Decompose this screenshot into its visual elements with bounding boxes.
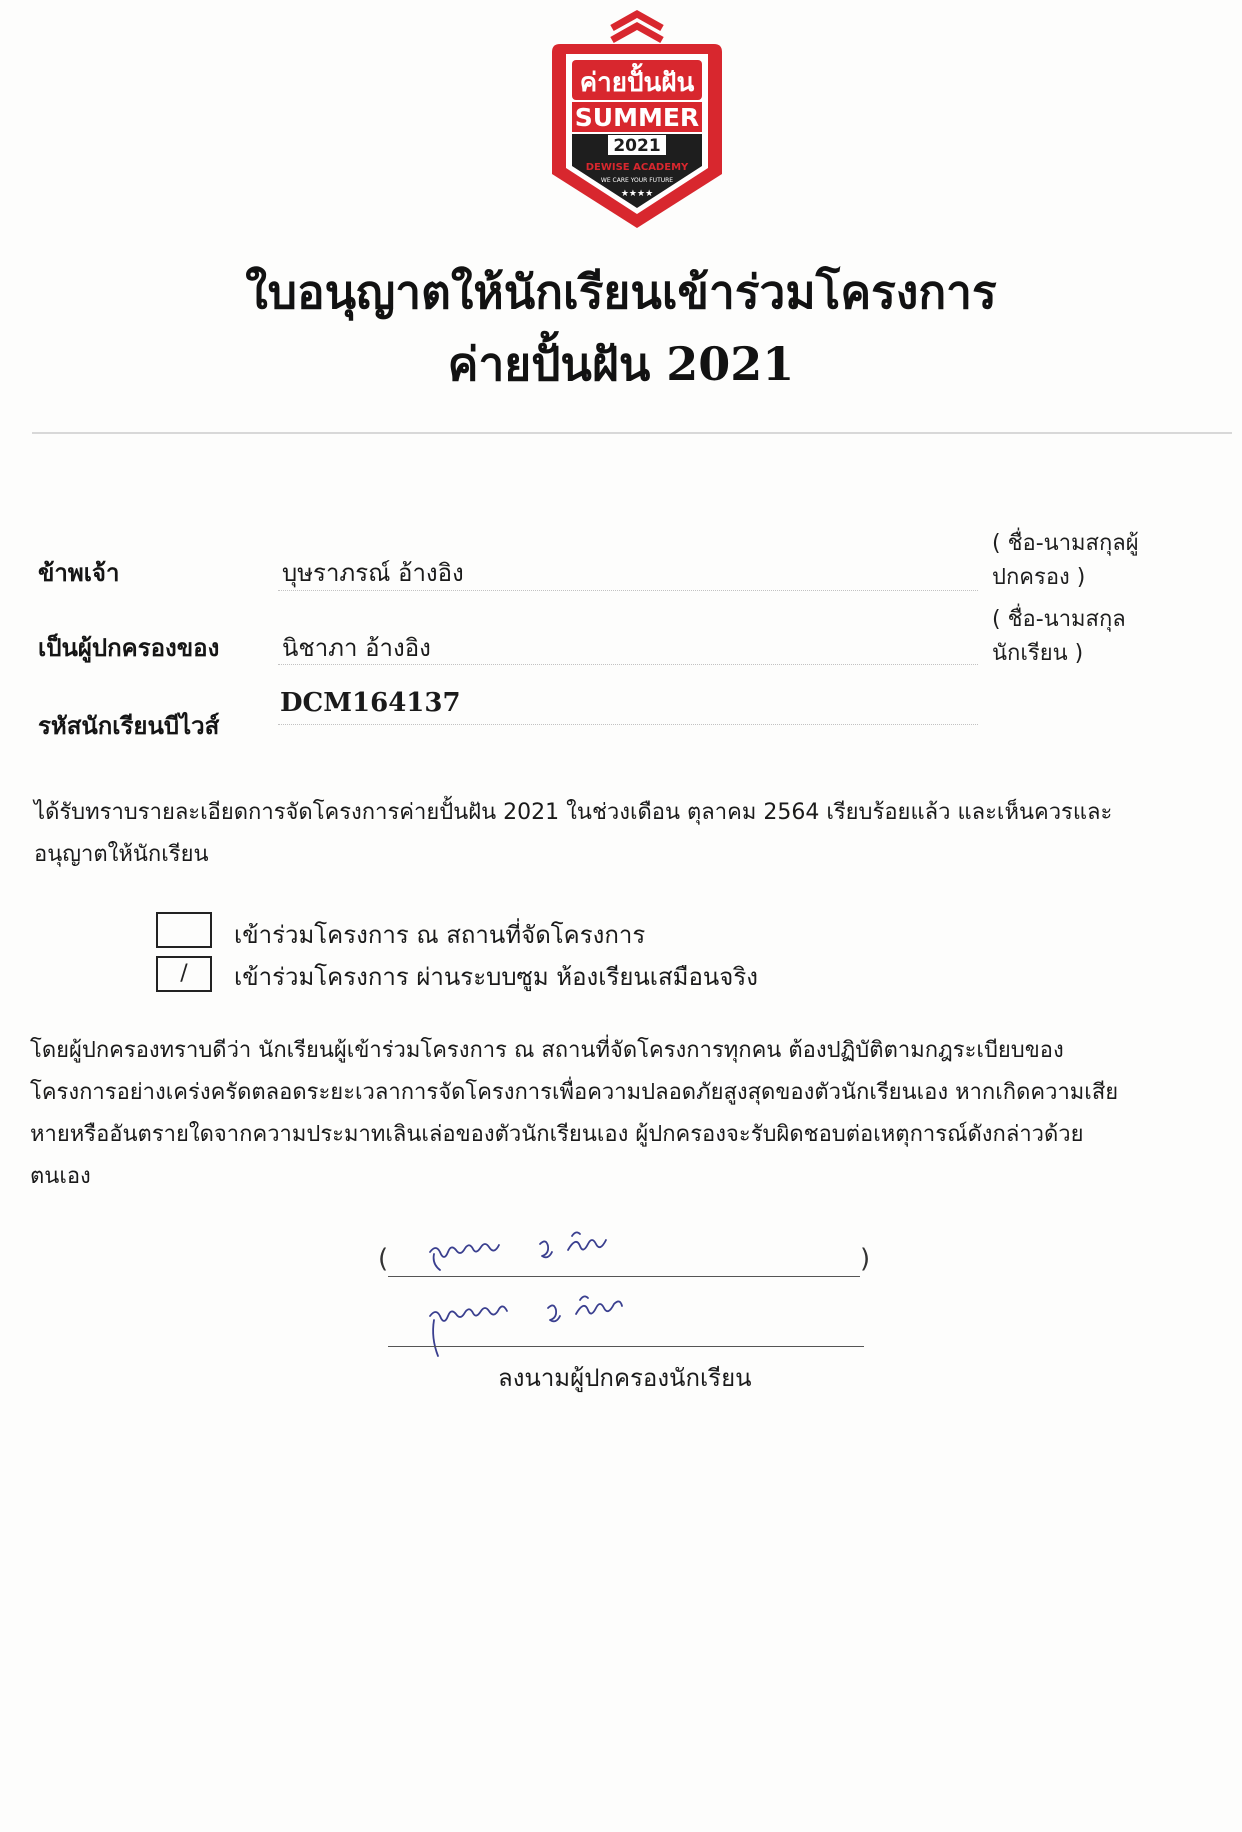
logo-summer-text: SUMMER (574, 103, 700, 132)
page-subtitle: ค่ายปั้นฝัน 2021 (447, 337, 795, 391)
acknowledgement-line2: อนุญาตให้นักเรียน (34, 842, 209, 867)
guardian-name-line (278, 590, 978, 591)
guardian-name-note-line1: ( ชื่อ-นามสกุลผู้ (992, 531, 1139, 556)
guardian-name-value: บุษราภรณ์ อ้างอิง (282, 559, 464, 587)
camp-logo-badge-icon (548, 6, 726, 230)
acknowledgement-line1: ได้รับทราบรายละเอียดการจัดโครงการค่ายปั้นฝัน 2021 ในช่วงเดือน ตุลาคม 2564 เรียบร้อยแล้ว และเห็นควรและ (34, 800, 1113, 825)
terms-line1: โดยผู้ปกครองทราบดีว่า นักเรียนผู้เข้าร่วมโครงการ ณ สถานที่จัดโครงการทุกคน ต้องปฏิบัติตามกฎระเบียบของ (30, 1038, 1064, 1063)
signature-caption: ลงนามผู้ปกครองนักเรียน (498, 1364, 752, 1392)
student-id-line (278, 724, 978, 725)
signature-line (388, 1346, 864, 1347)
guardian-name-label: ข้าพเจ้า (38, 559, 120, 587)
terms-line4: ตนเอง (30, 1164, 91, 1189)
logo-year-text: 2021 (613, 136, 661, 156)
option-onsite-checkbox[interactable] (156, 912, 212, 948)
logo-tagline-text: WE CARE YOUR FUTURE (600, 177, 674, 184)
terms-line2: โครงการอย่างเคร่งครัดตลอดระยะเวลาการจัดโครงการเพื่อความปลอดภัยสูงสุดของตัวนักเรียนเอง หากเกิดความเสีย (30, 1080, 1119, 1105)
option-zoom-label: เข้าร่วมโครงการ ผ่านระบบซูม ห้องเรียนเสมือนจริง (234, 963, 758, 991)
student-name-value: นิชาภา อ้างอิง (282, 634, 431, 662)
signature-open-paren: ( (378, 1244, 389, 1274)
divider (32, 432, 1232, 434)
student-name-note-line1: ( ชื่อ-นามสกุล (992, 607, 1126, 632)
student-id-label: รหัสนักเรียนบีไวส์ (38, 712, 220, 740)
logo-org-text: DEWISE ACADEMY (585, 162, 689, 173)
logo-stars-text: ★★★★ (620, 189, 654, 199)
guardian-name-note-line2: ปกครอง ) (992, 565, 1086, 590)
handwritten-signature (420, 1230, 720, 1360)
page-title: ใบอนุญาตให้นักเรียนเข้าร่วมโครงการ (245, 265, 997, 319)
student-name-label: เป็นผู้ปกครองของ (38, 634, 220, 662)
student-id-value: DCM164137 (280, 688, 461, 718)
handwritten-signature-icon (420, 1230, 720, 1360)
signature-close-paren: ) (860, 1244, 871, 1274)
terms-line3: หายหรืออันตรายใดจากความประมาทเลินเล่อของตัวนักเรียนเอง ผู้ปกครองจะรับผิดชอบต่อเหตุการณ์ดังกล่าวด้วย (30, 1122, 1084, 1147)
logo-thai-text: ค่ายปั้นฝัน (579, 68, 695, 98)
student-name-note-line2: นักเรียน ) (992, 641, 1084, 666)
option-onsite-label: เข้าร่วมโครงการ ณ สถานที่จัดโครงการ (234, 921, 646, 949)
camp-logo (548, 6, 726, 230)
student-name-line (278, 664, 978, 665)
option-zoom-checkbox[interactable]: / (156, 956, 212, 992)
